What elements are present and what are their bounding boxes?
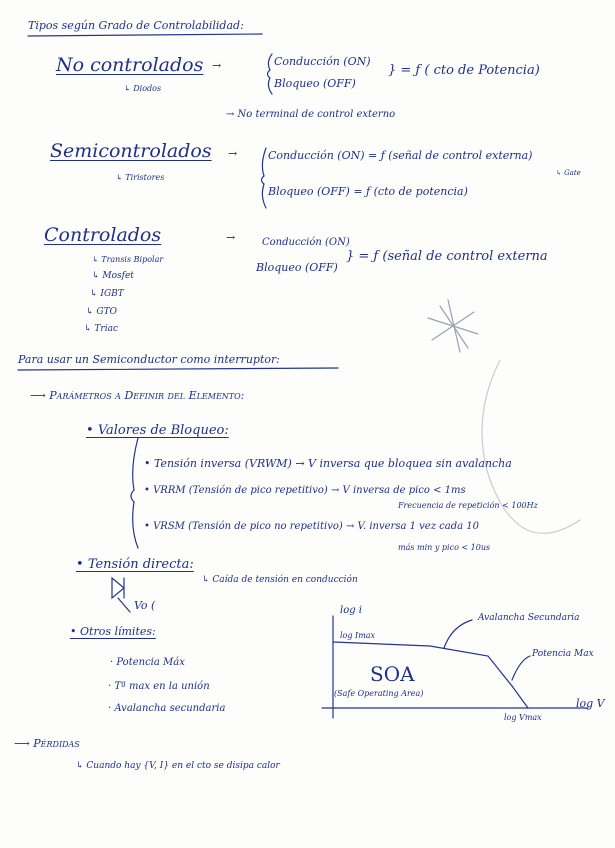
controlados-item-5: ↳ Triac: [84, 324, 118, 334]
graph-xlabel: log V: [576, 697, 605, 710]
bloqueo-item-2: • VRRM (Tensión de pico repetitivo) → V inversa de pico < 1ms: [144, 485, 466, 496]
controlados-item-3: ↳ IGBT: [90, 289, 124, 299]
limite-item-2: · Tª max en la unión: [108, 681, 210, 692]
perdidas-note: ↳ Cuando hay {V, I} en el cto se disipa calor: [76, 761, 280, 771]
bloqueo-item-5: más min y pico < 10us: [398, 543, 491, 552]
interruptor-underline: [18, 368, 338, 370]
valores-text: Valores de Bloqueo:: [97, 423, 229, 438]
parametros-text: Parámetros a Definir del Elemento:: [49, 389, 245, 402]
controlados-item-4: ↳ GTO: [86, 307, 117, 317]
vo-label: Vo (: [134, 599, 156, 612]
perdidas-heading: [14, 738, 80, 749]
valores-bullet: •: [86, 423, 98, 438]
graph-imax: log Imax: [340, 631, 376, 640]
controlados-cond: Conducción (ON): [262, 237, 350, 248]
pot-arrow: [512, 656, 530, 680]
tension-bullet: •: [76, 557, 88, 572]
tension-text: Tensión directa:: [87, 557, 194, 572]
semicontrolados-gate: ↳ Gate: [556, 169, 581, 177]
otros-bullet: •: [70, 625, 80, 638]
aval-arrow: [444, 620, 472, 648]
interruptor-heading: Para usar un Semiconductor como interruptor:: [18, 353, 280, 366]
tension-directa: [76, 558, 194, 571]
graph-aval: Avalancha Secundaria: [478, 613, 580, 623]
brace-bloqueo: [131, 438, 138, 548]
otros-limites: [70, 626, 156, 637]
graph-ylabel: log i: [340, 605, 362, 616]
no-controlados-bloq: Bloqueo (OFF): [274, 77, 356, 90]
parametros-heading: [30, 390, 244, 401]
graph-pot: Potencia Max: [532, 649, 594, 659]
no-controlados-sub: ↳ Diodos: [124, 84, 162, 93]
brace-no-controlados: [268, 54, 273, 94]
parametros-arrow: ⟶: [30, 389, 50, 402]
diode-symbol: [112, 578, 124, 598]
graph-soa: SOA: [370, 662, 415, 686]
valores-heading: [86, 424, 229, 437]
soa-boundary: [333, 642, 528, 708]
semicontrolados-title: Semicontrolados: [50, 140, 212, 162]
controlados-title: Controlados: [44, 224, 162, 246]
otros-text: Otros límites:: [80, 625, 156, 638]
limite-item-3: · Avalancha secundaria: [108, 703, 226, 714]
controlados-func: } = ƒ (señal de control externa: [346, 249, 548, 264]
arrow-2: →: [228, 147, 238, 160]
no-controlados-title: No controlados: [56, 54, 204, 76]
perdidas-arrow: ⟶: [14, 737, 34, 750]
bloqueo-item-3: Frecuencia de repetición < 100Hz: [398, 501, 538, 510]
heading-underline: [28, 34, 262, 36]
no-controlados-func: } = ƒ ( cto de Potencia): [388, 63, 540, 78]
no-controlados-note: → No terminal de control externo: [226, 109, 396, 120]
controlados-item-2: ↳ Mosfet: [92, 271, 134, 281]
arrow-1: →: [212, 59, 222, 72]
semicontrolados-cond: Conducción (ON) = ƒ (señal de control externa): [268, 149, 533, 162]
page-heading: Tipos según Grado de Controlabilidad:: [28, 19, 244, 32]
semicontrolados-sub: ↳ Tiristores: [116, 173, 165, 182]
brace-semicontrolados: [262, 148, 267, 208]
graph-vmax: log Vmax: [504, 713, 542, 722]
diode-lead: [118, 598, 130, 612]
graph-soa-sub: (Safe Operating Area): [334, 689, 424, 698]
bloqueo-item-4: • VRSM (Tensión de pico no repetitivo) → V. inversa 1 vez cada 10: [144, 521, 479, 532]
semicontrolados-bloq: Bloqueo (OFF) = ƒ (cto de potencia): [268, 185, 468, 198]
caida-note: ↳ Caída de tensión en conducción: [202, 575, 358, 585]
controlados-item-1: ↳ Transis Bipolar: [92, 255, 164, 264]
no-controlados-cond: Conducción (ON): [274, 55, 371, 68]
limite-item-1: · Potencia Máx: [110, 657, 185, 668]
bloqueo-item-1: • Tensión inversa (VRWM) → V inversa que bloquea sin avalancha: [144, 457, 512, 470]
scribble-sun: [428, 300, 478, 352]
perdidas-text: Pérdidas: [33, 737, 80, 750]
arrow-3: →: [226, 231, 236, 244]
controlados-bloq: Bloqueo (OFF): [256, 261, 338, 274]
